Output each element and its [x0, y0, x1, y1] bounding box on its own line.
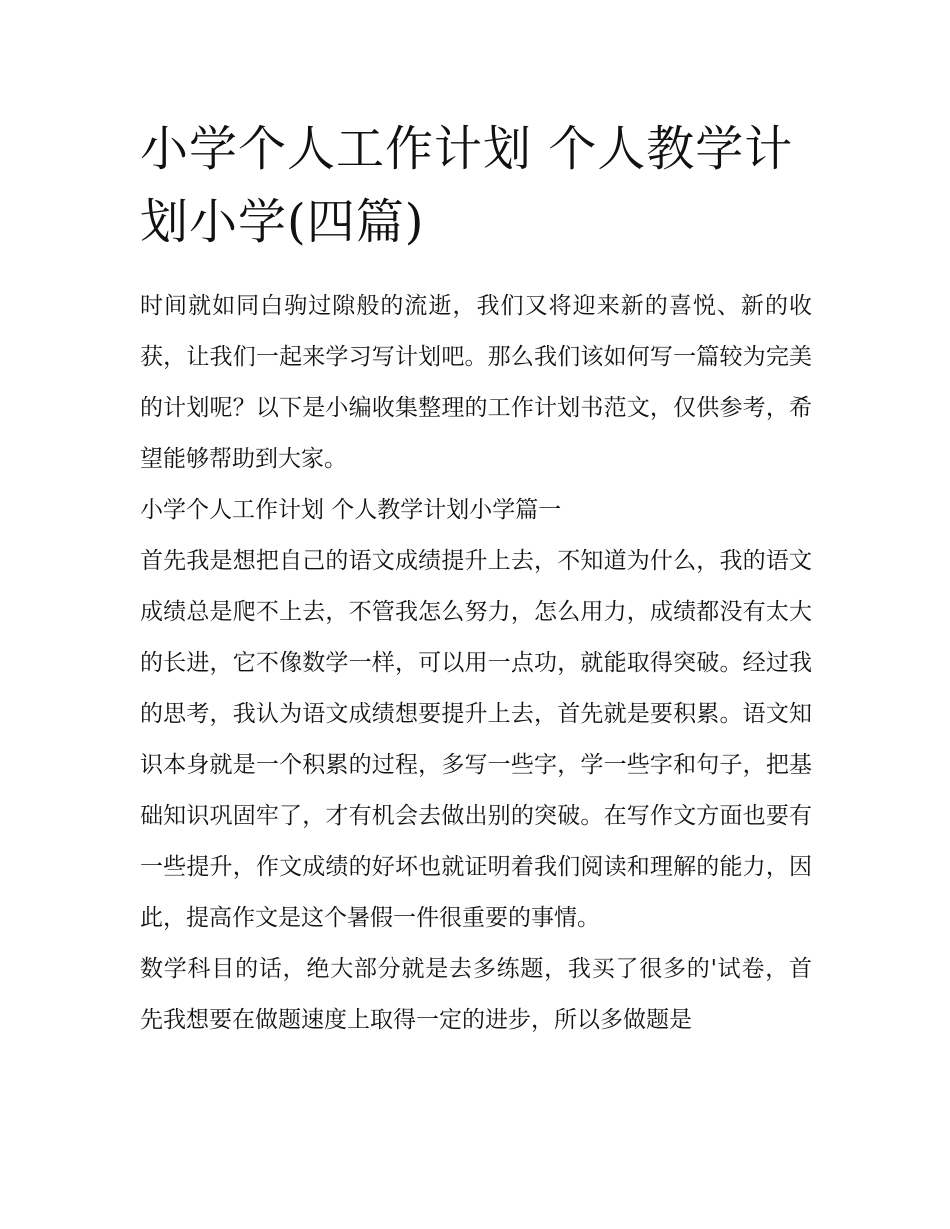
- intro-paragraph: 时间就如同白驹过隙般的流逝，我们又将迎来新的喜悦、新的收获，让我们一起来学习写计划吧。那么我们该如何写一篇较为完美的计划呢？以下是小编收集整理的工作计划书范文，仅供参考，希望能够帮助到大家。: [140, 293, 812, 472]
- body-paragraph-2: 数学科目的话，绝大部分就是去多练题，我买了很多的'试卷，首先我想要在做题速度上取得一定的进步，所以多做题是: [140, 956, 812, 1033]
- section-heading: 小学个人工作计划 个人教学计划小学篇一: [140, 497, 562, 523]
- body-paragraph-1: 首先我是想把自己的语文成绩提升上去，不知道为什么，我的语文成绩总是爬不上去，不管我怎么努力，怎么用力，成绩都没有太大的长进，它不像数学一样，可以用一点功，就能取得突破。经过我的思考，我认为语文成绩想要提升上去，首先就是要积累。语文知识本身就是一个积累的过程，多写一些字，学一些字和句子，把基础知识巩固牢了，才有机会去做出别的突破。在写作文方面也要有一些提升，作文成绩的好坏也就证明着我们阅读和理解的能力，因此，提高作文是这个暑假一件很重要的事情。: [140, 548, 812, 931]
- document-title: 小学个人工作计划 个人教学计划小学(四篇): [140, 121, 794, 250]
- document-body: [140, 281, 812, 1046]
